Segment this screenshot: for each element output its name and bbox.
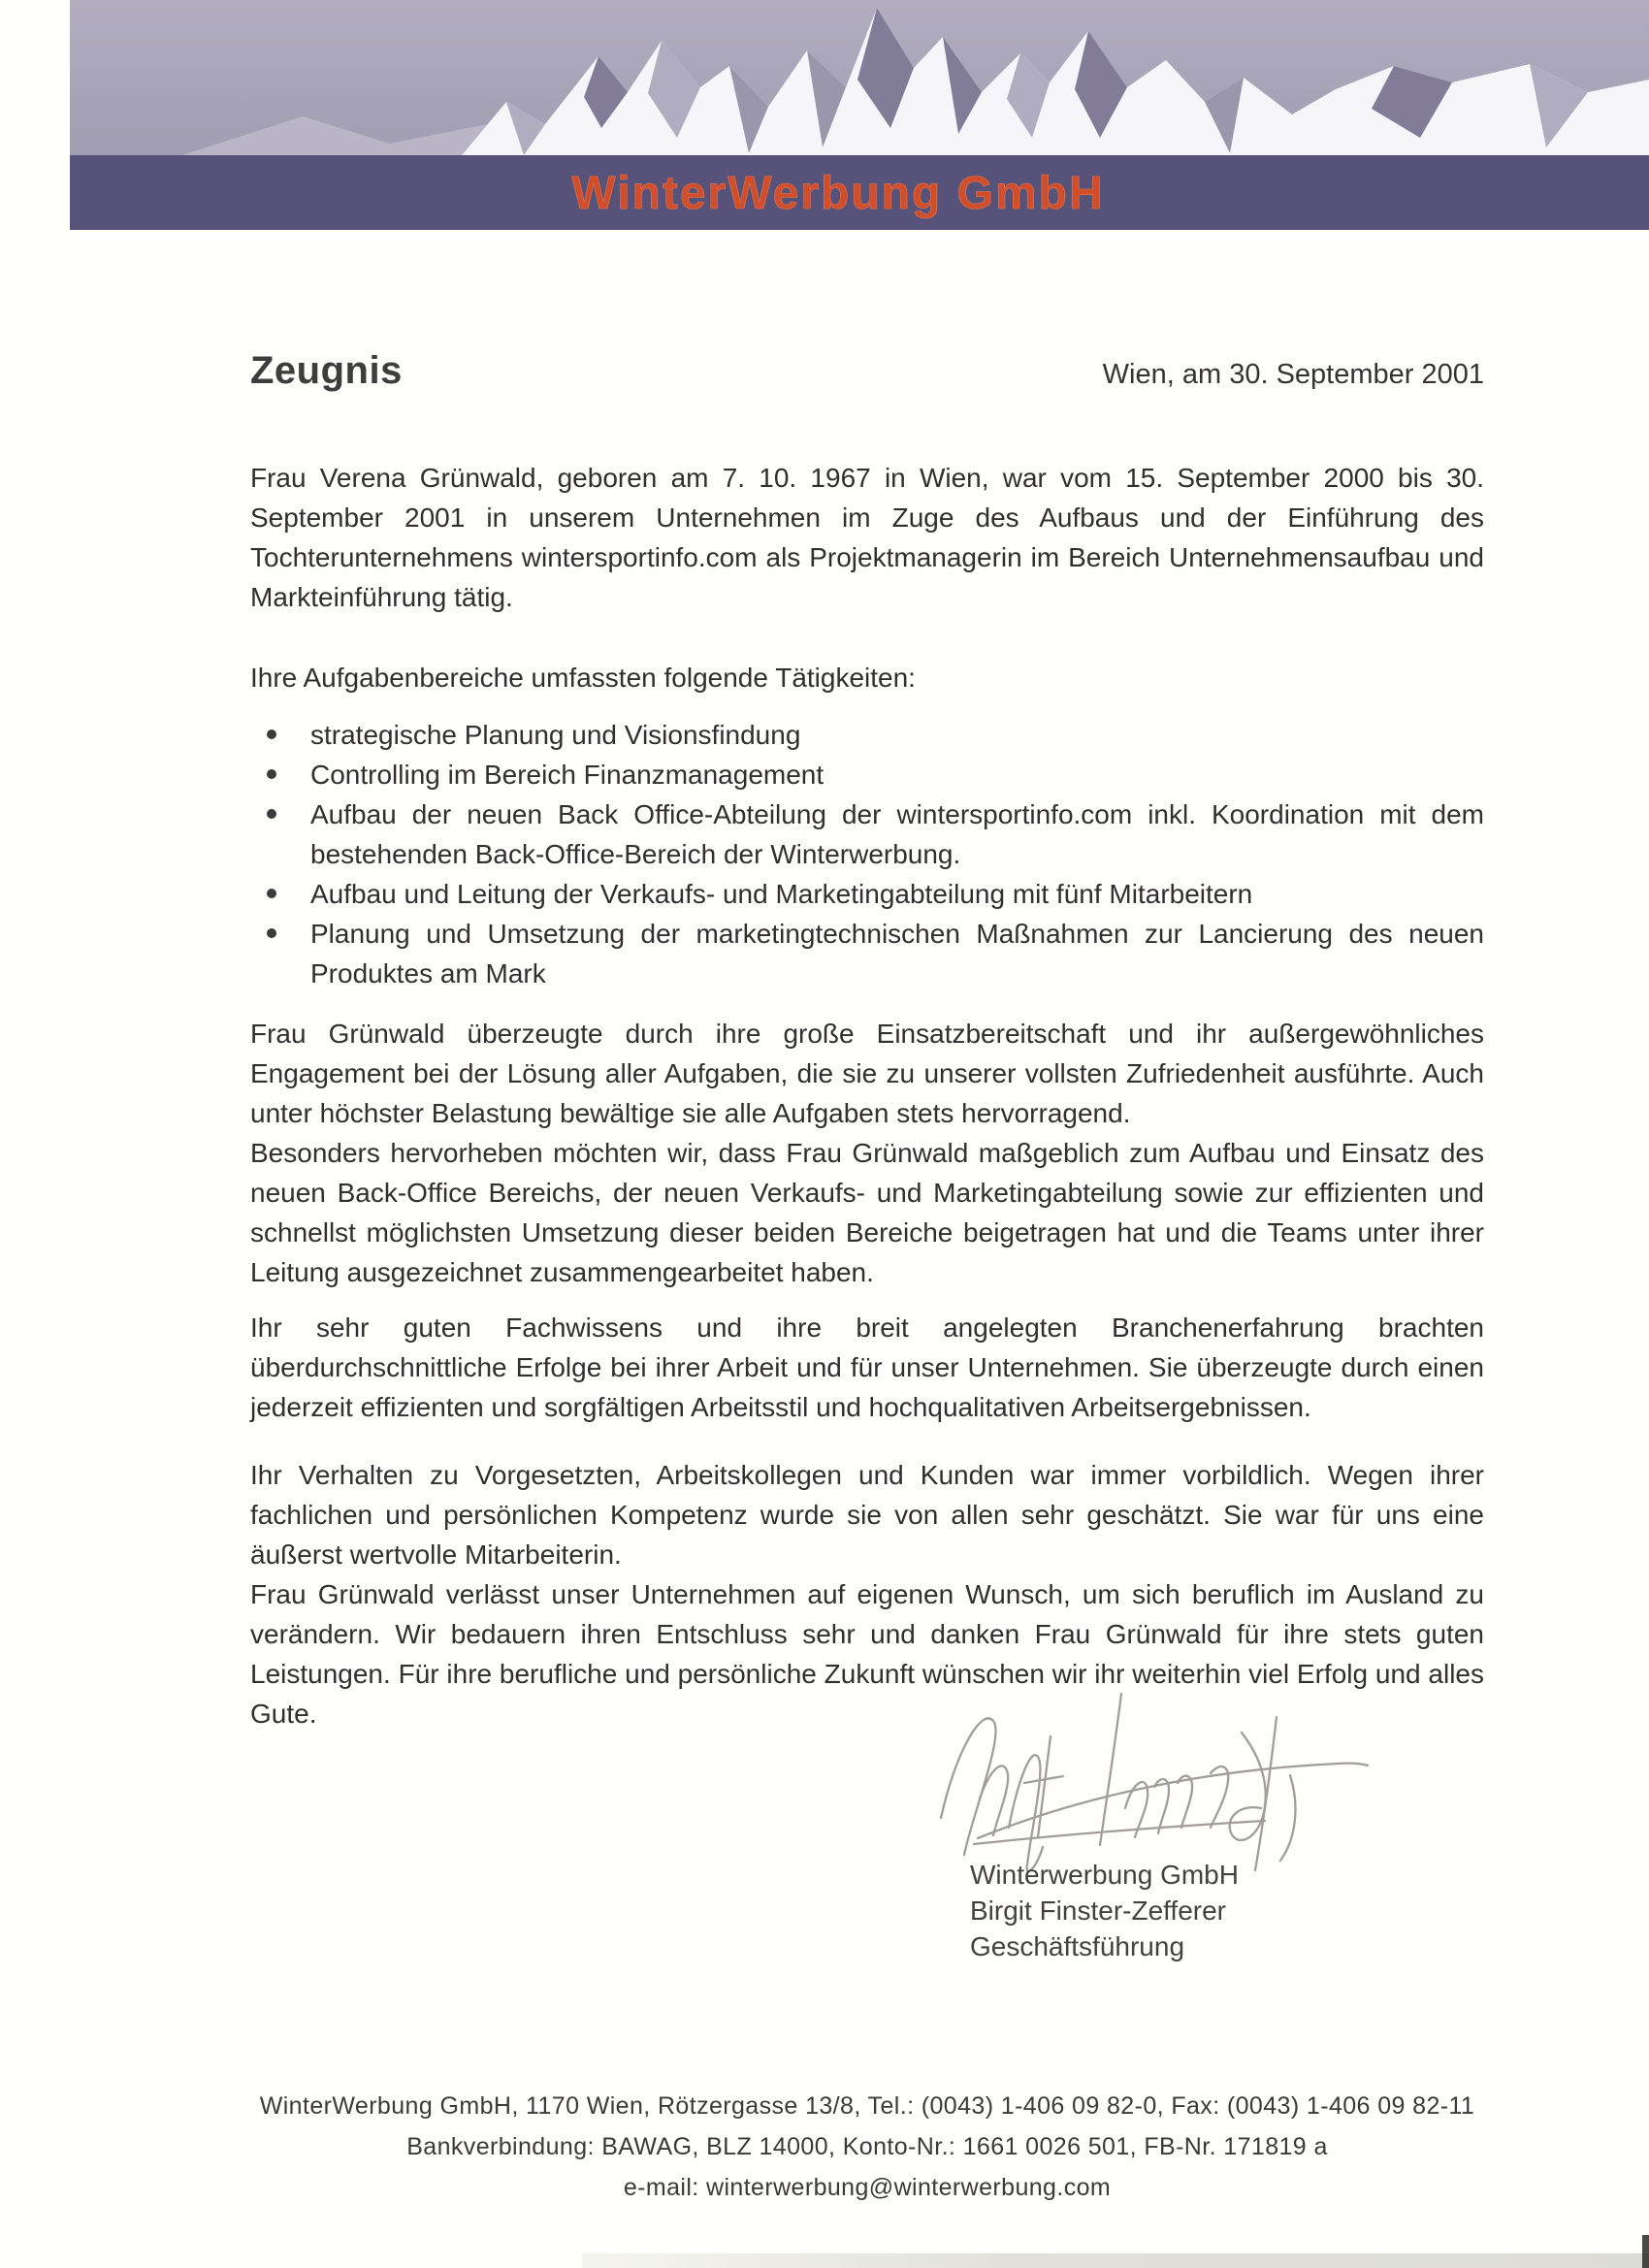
signature-strokes-icon (920, 1680, 1375, 1879)
handwritten-signature (920, 1680, 1375, 1879)
heading-row (250, 349, 1484, 393)
signatory-role: Geschäftsführung (970, 1931, 1185, 1961)
signature-company: Winterwerbung GmbH (970, 1860, 1239, 1890)
scan-edge-mark (1642, 2235, 1649, 2268)
signature-block (970, 1857, 1239, 1964)
paragraph-text: Frau Verena Grünwald, geboren am 7. 10. 1967 in Wien, war vom 15. September 2000 bis 30. September 2001 in unserem Unternehmen im Zuge des Aufbaus und der Einführung des Tochterunternehmens wintersportinfo.com als Projektmanagerin im Bereich Unternehmensaufbau und Markteinführung tätig. (250, 463, 1484, 612)
footer-address-line: WinterWerbung GmbH, 1170 Wien, Rötzergasse 13/8, Tel.: (0043) 1-406 09 82-0, Fax: (0043) 1-406 09 82-11 (259, 2092, 1475, 2120)
tasks-section (250, 715, 1484, 993)
paragraph-text: Ihr sehr guten Fachwissens und ihre breit angelegten Branchenerfahrung brachten überdurchschnittliche Erfolge bei ihrer Arbeit und für unser Unternehmen. Sie überzeugte durch einen jederzeit effizienten und sorgfältigen Arbeitsstil und hochqualitativen Arbeitsergebnissen. (250, 1312, 1484, 1422)
task-item: Aufbau und Leitung der Verkaufs- und Marketingabteilung mit fünf Mitarbeitern (250, 874, 1484, 914)
footer-email-line: e-mail: winterwerbung@winterwerbung.com (623, 2174, 1112, 2201)
paragraph-text: Frau Grünwald überzeugte durch ihre große Einsatzbereitschaft und ihr außergewöhnliches Engagement bei der Lösung aller Aufgaben, die sie zu unserer vollsten Zufriedenheit ausführte. Auch unter höchster Belastung bewältige sie alle Aufgaben stets hervorragend. (250, 1019, 1484, 1128)
page-title: Zeugnis (250, 349, 403, 392)
scan-smudge (582, 2253, 1649, 2268)
paragraph-opening (250, 458, 1484, 617)
company-banner-title: WinterWerbung GmbH (571, 168, 1105, 219)
paragraph-expertise (250, 1308, 1484, 1427)
task-item: Planung und Umsetzung der marketingtechnischen Maßnahmen zur Lancierung des neuen Produktes am Mark (250, 914, 1484, 993)
footer (85, 2086, 1649, 2208)
task-list (250, 715, 1484, 993)
signatory-name: Birgit Finster-Zefferer (970, 1895, 1226, 1926)
paragraph-performance (250, 1014, 1484, 1292)
paragraph-text: Frau Grünwald verlässt unser Unternehmen auf eigenen Wunsch, um sich beruflich im Ausland zu verändern. Wir bedauern ihren Entschluss sehr und danken Frau Grünwald für ihre stets guten Leistungen. Für ihre berufliche und persönliche Zukunft wünschen wir ihr weiterhin viel Erfolg und alles Gute. (250, 1579, 1484, 1729)
tasks-intro-text: Ihre Aufgabenbereiche umfassten folgende Tätigkeiten: (250, 663, 916, 693)
footer-bank-line: Bankverbindung: BAWAG, BLZ 14000, Konto-Nr.: 1661 0026 501, FB-Nr. 171819 a (406, 2133, 1328, 2160)
mountain-banner-graphic (70, 0, 1649, 230)
header-banner (70, 0, 1649, 230)
date-line: Wien, am 30. September 2001 (1102, 359, 1484, 390)
task-item: strategische Planung und Visionsfindung (250, 715, 1484, 755)
task-item: Aufbau der neuen Back Office-Abteilung der wintersportinfo.com inkl. Koordination mit dem bestehenden Back-Office-Bereich der Winterwerbung. (250, 794, 1484, 874)
paragraph-text: Besonders hervorheben möchten wir, dass Frau Grünwald maßgeblich zum Aufbau und Einsatz des neuen Back-Office Bereichs, der neuen Verkaufs- und Marketingabteilung sowie zur effizienten und schnellst möglichsten Umsetzung dieser beiden Bereiche beigetragen hat und die Teams unter ihrer Leitung ausgezeichnet zusammengearbeitet haben. (250, 1138, 1484, 1287)
tasks-intro (250, 658, 1484, 697)
task-item: Controlling im Bereich Finanzmanagement (250, 755, 1484, 794)
paragraph-text: Ihr Verhalten zu Vorgesetzten, Arbeitskollegen und Kunden war immer vorbildlich. Wegen ihrer fachlichen und persönlichen Kompetenz wurde sie von allen sehr geschätzt. Sie war für uns eine äußerst wertvolle Mitarbeiterin. (250, 1460, 1484, 1570)
